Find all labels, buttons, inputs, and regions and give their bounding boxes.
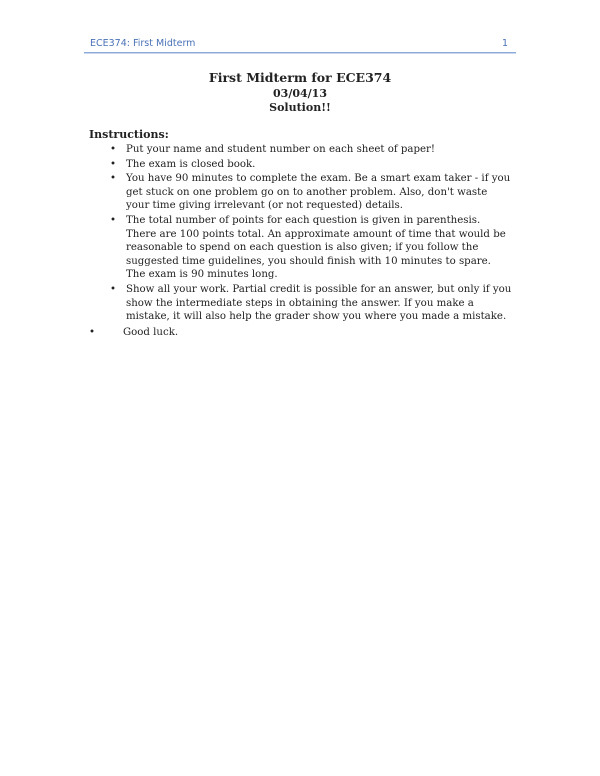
document-subtitle: Solution!! <box>269 101 331 114</box>
list-item-text: You have 90 minutes to complete the exam. Be a smart exam taker - if you get stuck on one problem go on to another problem. Also, don't waste your time giving irrelevant (or not requested) details. <box>126 173 511 212</box>
bullet-icon: • <box>110 214 117 226</box>
page-header <box>84 36 516 53</box>
bullet-icon: • <box>110 283 117 295</box>
list-item-text: The total number of points for each question is given in parenthesis. There are 100 points total. An approximate amount of time that would be reasonable to spend on each question is also given; if you follow the suggested time guidelines, you should finish with 10 minutes to spare. The exam is 90 minutes long. <box>126 214 506 281</box>
bullet-icon: • <box>89 327 96 338</box>
good-luck-text: Good luck. <box>123 327 179 338</box>
list-item-text: Put your name and student number on each sheet of paper! <box>126 144 436 155</box>
list-item <box>108 143 513 157</box>
bullet-icon: • <box>110 158 117 170</box>
page-number: 1 <box>501 38 508 49</box>
list-item <box>108 214 513 282</box>
list-item <box>108 283 513 324</box>
document-date: 03/04/13 <box>273 87 327 100</box>
header-title: ECE374: First Midterm <box>90 38 196 49</box>
bullet-icon: • <box>110 173 117 185</box>
bullet-icon: • <box>110 144 117 155</box>
list-item-text: Show all your work. Partial credit is possible for an answer, but only if you show the intermediate steps in obtaining the answer. If you make a mistake, it will also help the grader show you where you made a mistake. <box>126 283 512 323</box>
list-item-text: The exam is closed book. <box>126 158 256 170</box>
document-title: First Midterm for ECE374 <box>208 70 392 85</box>
instructions-list <box>108 143 513 325</box>
instructions-heading: Instructions: <box>89 128 169 141</box>
list-item <box>108 158 513 172</box>
list-item <box>108 172 513 213</box>
